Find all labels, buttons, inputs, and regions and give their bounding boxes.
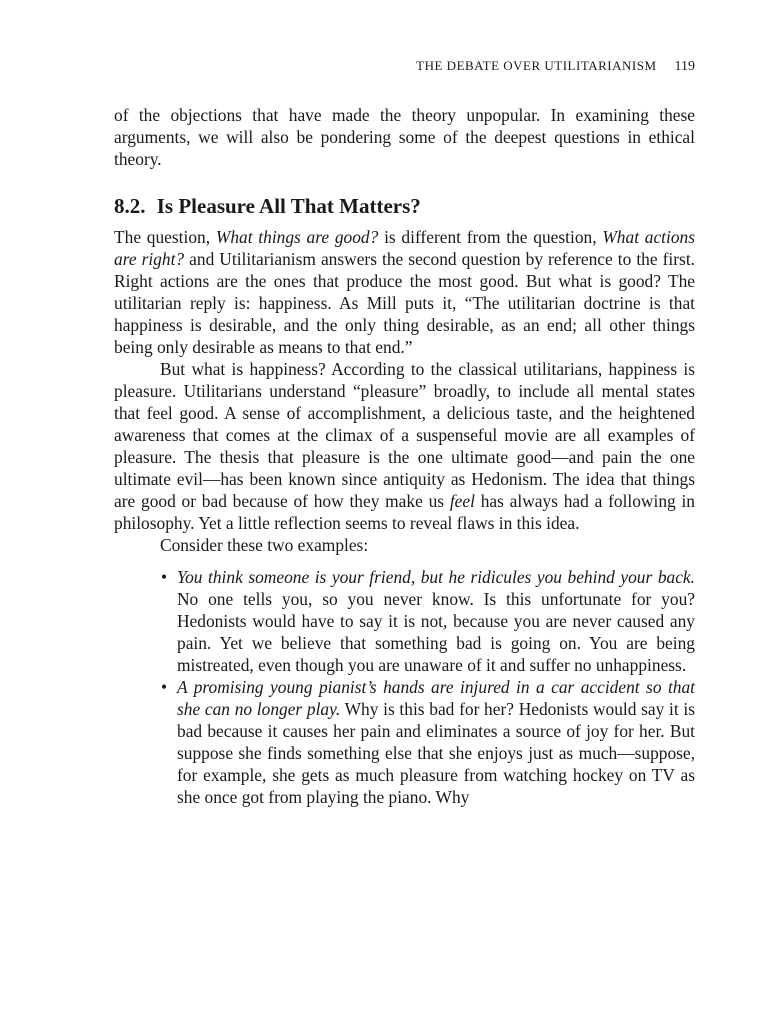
section-number: 8.2. [114,194,146,218]
para2-text-2: has always had a following in philosophy. Yet a little reflection seems to reveal flaws in this idea. [114,491,695,533]
bullet-marker: • [161,567,168,587]
running-head [416,58,695,75]
example-2-italic: A promising young pianist’s hands are injured in a car accident so that she can no longer play. [177,677,695,719]
para1-text-2: is different from the question, [378,227,603,247]
para1-italic-1: What things are good? [215,227,379,247]
example-list [114,566,695,808]
bullet-marker: • [161,677,168,697]
example-1-italic: You think someone is your friend, but he ridicules you behind your back. [177,567,695,587]
example-2-text: Why is this bad for her? Hedonists would say it is bad because it causes her pain and eliminates a source of joy for her. But suppose she finds something else that she enjoys just as much—suppose, for example, she gets as much pleasure from watching hockey on TV as she once got from playing the piano. Why [177,699,695,807]
para1-italic-2: What actions are right? [114,227,696,269]
page-number: 119 [674,59,695,74]
example-1-text: No one tells you, so you never know. Is this unfortunate for you? Hedonists would have to say it is not, because you are never caused any pain. Yet we believe that something bad is going on. You are being mistreated, even though you are unaware of it and suffer no unhappiness. [177,589,695,675]
para1-text-1: The question, [114,227,216,247]
para2-italic-1: feel [449,491,475,511]
section-heading [114,193,695,219]
running-head-title: THE DEBATE OVER UTILITARIANISM [416,58,657,73]
section-title: Is Pleasure All That Matters? [156,194,421,218]
para1-text-3: and Utilitarianism answers the second question by reference to the first. Right actions are the ones that produce the most good. But what is good? The utilitarian reply is: happiness. As Mill puts it, “The utilitarian doctrine is that happiness is desirable, and the only thing desirable, as an end; all other things being only desirable as means to that end.” [114,249,695,357]
paragraph-consider: Consider these two examples: [160,535,369,555]
paragraph-question [114,226,695,358]
paragraph-happiness [114,358,695,534]
para2-text-1: But what is happiness? According to the classical utilitarians, happiness is pleasure. Utilitarians understand “pleasure” broadly, to include all mental states that feel good. A sense of accomplishment, a delicious taste, and the heightened awareness that comes at the climax of a suspenseful movie are all examples of pleasure. The thesis that pleasure is the one ultimate good—and pain the one ultimate evil—has been known since antiquity as Hedonism. The idea that things are good or bad because of how they make us [114,359,695,511]
intro-paragraph: of the objections that have made the theory unpopular. In examining these arguments, we will also be pondering some of the deepest questions in ethical theory. [114,105,695,169]
list-item [161,566,695,676]
list-item [161,676,695,808]
body-text [114,104,695,808]
